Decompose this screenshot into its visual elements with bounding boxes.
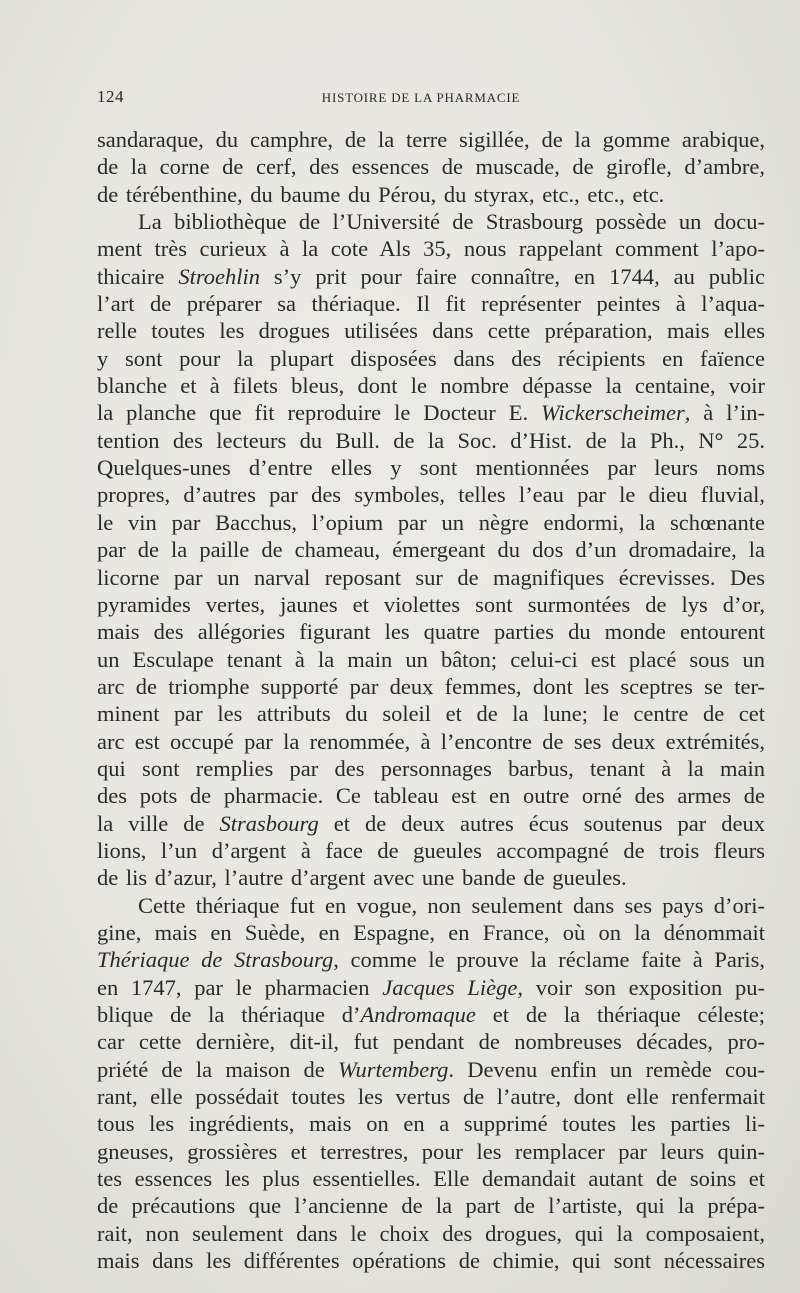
text-segment: en 1747, par le pharmacien [97, 974, 383, 1000]
italic-text: Stroehlin [178, 263, 261, 289]
text-line [97, 673, 765, 700]
text-segment: par de la paille de chameau, émergeant du dos d’un dromadaire, la [97, 537, 765, 563]
text-segment: tention des lecteurs du Bull. de la Soc. d’Hist. de la Ph., N° 25. [97, 427, 765, 453]
italic-text: Wurtemberg [338, 1056, 449, 1082]
text-segment: , à l’in- [684, 400, 765, 426]
text-line [97, 372, 765, 399]
text-line [97, 1138, 765, 1165]
text-line [97, 208, 765, 235]
text-line [97, 1165, 765, 1192]
text-segment: La bibliothèque de l’Université de Strasbourg possède un docu- [138, 209, 765, 235]
text-line [97, 1056, 765, 1083]
text-segment: y sont pour la plupart disposées dans des récipients en faïence [97, 345, 765, 371]
text-segment: des pots de pharmacie. Ce tableau est en outre orné des armes de [97, 783, 765, 809]
text-segment: mais des allégories figurant les quatre parties du monde entourent [97, 619, 765, 645]
page-number: 124 [97, 87, 124, 106]
text-line [97, 837, 765, 864]
text-segment: tous les ingrédients, mais on en a supprimé toutes les parties li- [97, 1111, 765, 1137]
body-text [97, 126, 765, 1274]
text-segment: tes essences les plus essentielles. Elle demandait autant de soins et [97, 1166, 765, 1192]
text-segment: gneuses, grossières et terrestres, pour les remplacer par leurs quin- [97, 1138, 765, 1164]
text-line [97, 782, 765, 809]
text-segment: la planche que fit reproduire le Docteur E. [97, 400, 542, 426]
text-line [97, 1192, 765, 1219]
text-line [97, 1247, 765, 1274]
text-segment: la ville de [97, 810, 220, 836]
text-line [97, 263, 765, 290]
text-segment: , comme le prouve la réclame faite à Paris, [333, 947, 765, 973]
text-segment: propres, d’autres par des symboles, telles l’eau par le dieu fluvial, [97, 482, 765, 508]
text-segment: blanche et à filets bleus, dont le nombre dépasse la centaine, voir [97, 373, 765, 399]
text-line [97, 454, 765, 481]
text-line [97, 1220, 765, 1247]
text-segment: car cette dernière, dit-il, fut pendant de nombreuses décades, pro- [97, 1029, 765, 1055]
text-line [97, 728, 765, 755]
italic-text: Wickerscheimer [541, 400, 685, 426]
text-line [97, 235, 765, 262]
text-line [97, 591, 765, 618]
text-segment: licorne par un narval reposant sur de magnifiques écrevisses. Des [97, 564, 765, 590]
text-segment: blique de la thériaque d’ [97, 1002, 361, 1027]
text-line [97, 646, 765, 673]
text-segment: de la corne de cerf, des essences de muscade, de girofle, d’ambre, [97, 154, 765, 180]
running-head: HISTOIRE DE LA PHARMACIE [321, 90, 521, 105]
text-segment: arc est occupé par la renommée, à l’encontre de ses deux extrémités, [97, 728, 765, 754]
text-line [97, 481, 765, 508]
text-segment: . Devenu enfin un remède cou- [448, 1056, 765, 1082]
italic-text: Andromaque [360, 1002, 476, 1027]
italic-text: Strasbourg [219, 810, 319, 836]
text-segment: et de deux autres écus soutenus par deux [318, 810, 765, 836]
text-line [97, 618, 765, 645]
text-line [97, 399, 765, 426]
text-segment: l’art de préparer sa thériaque. Il fit représenter peintes à l’aqua- [97, 291, 765, 317]
text-line [97, 919, 765, 946]
text-segment: relle toutes les drogues utilisées dans cette préparation, mais elles [97, 318, 765, 344]
text-segment: rant, elle possédait toutes les vertus de l’autre, dont elle renfermait [97, 1084, 765, 1110]
text-line [97, 974, 765, 1001]
text-segment: de précautions que l’ancienne de la part de l’artiste, qui la prépa- [97, 1193, 765, 1219]
text-line [97, 1083, 765, 1110]
text-line [97, 864, 765, 891]
text-segment: rait, non seulement dans le choix des drogues, qui la composaient, [97, 1220, 765, 1246]
text-line [97, 153, 765, 180]
text-segment: priété de la maison de [97, 1056, 338, 1082]
text-segment: gine, mais en Suède, en Espagne, en France, où on la dénommait [97, 919, 765, 945]
text-segment: , voir son exposition pu- [517, 974, 765, 1000]
italic-text: Jacques Liège [382, 974, 518, 1000]
text-line [97, 755, 765, 782]
text-line [97, 536, 765, 563]
text-segment: Cette thériaque fut en vogue, non seulement dans ses pays d’ori- [138, 892, 765, 918]
text-line [97, 564, 765, 591]
text-line [97, 290, 765, 317]
text-segment: mais dans les différentes opérations de chimie, qui sont nécessaires [97, 1248, 765, 1274]
text-line [97, 810, 765, 837]
text-segment: et de la thériaque céleste; [475, 1002, 765, 1027]
text-line [97, 509, 765, 536]
text-segment: minent par les attributs du soleil et de la lune; le centre de cet [97, 701, 765, 727]
text-segment: arc de triomphe supporté par deux femmes, dont les sceptres se ter- [97, 673, 765, 699]
text-segment: pyramides vertes, jaunes et violettes sont surmontées de lys d’or, [97, 591, 765, 617]
text-line [97, 427, 765, 454]
text-segment: qui sont remplies par des personnages barbus, tenant à la main [97, 755, 765, 781]
italic-text: Thériaque de Strasbourg [97, 947, 334, 973]
paragraph [97, 126, 765, 208]
text-line [97, 345, 765, 372]
text-segment: de térébenthine, du baume du Pérou, du styrax, etc., etc., etc. [97, 181, 665, 207]
text-segment: lions, l’un d’argent à face de gueules accompagné de trois fleurs [97, 837, 765, 863]
text-segment: Quelques-unes d’entre elles y sont mentionnées par leurs noms [97, 455, 765, 481]
text-segment: ment très curieux à la cote Als 35, nous rappelant comment l’apo- [97, 236, 765, 262]
text-segment: sandaraque, du camphre, de la terre sigillée, de la gomme arabique, [97, 127, 765, 152]
text-segment: le vin par Bacchus, l’opium par un nègre endormi, la schœnante [97, 509, 765, 535]
text-line [97, 700, 765, 727]
text-line [97, 1028, 765, 1055]
text-line [97, 946, 765, 973]
text-line [97, 1001, 765, 1028]
text-line [97, 892, 765, 919]
paragraph [97, 892, 765, 1275]
paragraph [97, 208, 765, 892]
text-segment: s’y prit pour faire connaître, en 1744, au public [260, 263, 765, 289]
text-line [97, 126, 765, 153]
text-segment: de lis d’azur, l’autre d’argent avec une bande de gueules. [97, 865, 627, 891]
text-line [97, 317, 765, 344]
text-segment: thicaire [97, 263, 179, 289]
text-line [97, 181, 765, 208]
text-segment: un Esculape tenant à la main un bâton; celui-ci est placé sous un [97, 646, 765, 672]
text-line [97, 1110, 765, 1137]
